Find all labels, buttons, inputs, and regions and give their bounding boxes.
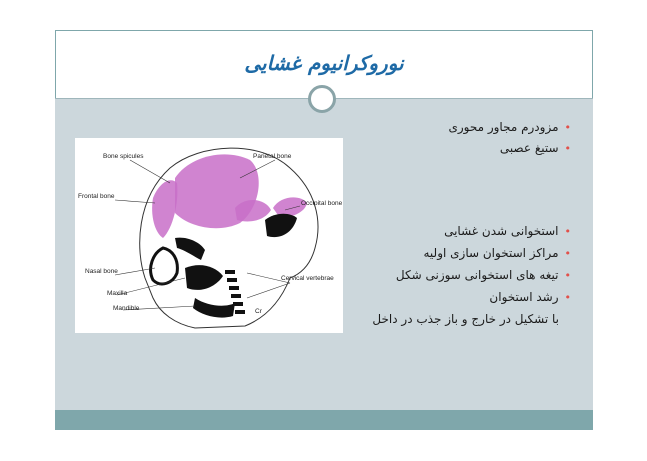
bullet-item: •مراکز استخوان سازی اولیه <box>423 246 571 260</box>
bullet-item: •ستیغ عصبی <box>499 141 571 155</box>
bullet-dot-icon: • <box>564 291 571 304</box>
footer-bar <box>55 410 593 430</box>
orbit-shape <box>151 248 178 284</box>
bullet-dot-icon: • <box>564 269 571 282</box>
slide <box>55 30 593 430</box>
label-cervical-vertebrae: Cervical vertebrae <box>281 275 334 282</box>
divider-circle-ornament <box>308 85 336 113</box>
label-occipital-bone: Occipital bone <box>301 200 343 207</box>
bullet-dot-icon: • <box>564 247 571 260</box>
bullet-item-plain: با تشکیل در خارج و باز جذب در داخل <box>372 312 559 326</box>
label-parietal-bone: Parietal bone <box>253 153 292 160</box>
bullet-dot-icon: • <box>564 121 571 134</box>
label-nasal-bone: Nasal bone <box>85 268 118 275</box>
bullet-item: •رشد استخوان <box>489 290 571 304</box>
figure-mark: Cr <box>255 308 262 315</box>
label-maxilla: Maxilla <box>107 290 128 297</box>
bullet-dot-icon: • <box>564 142 571 155</box>
skull-figure <box>75 138 343 333</box>
bullet-dot-icon: • <box>564 225 571 238</box>
bullet-item: •استخوانی شدن غشایی <box>444 224 571 238</box>
bullet-item: •مزودرم مجاور محوری <box>448 120 571 134</box>
slide-title: نوروکرانیوم غشایی <box>244 51 404 75</box>
label-mandible: Mandible <box>113 305 140 312</box>
bullet-item: •تیغه های استخوانی سوزنی شکل <box>395 268 571 282</box>
label-frontal-bone: Frontal bone <box>78 193 115 200</box>
label-bone-spicules: Bone spicules <box>103 153 144 160</box>
skull-illustration <box>75 138 343 333</box>
